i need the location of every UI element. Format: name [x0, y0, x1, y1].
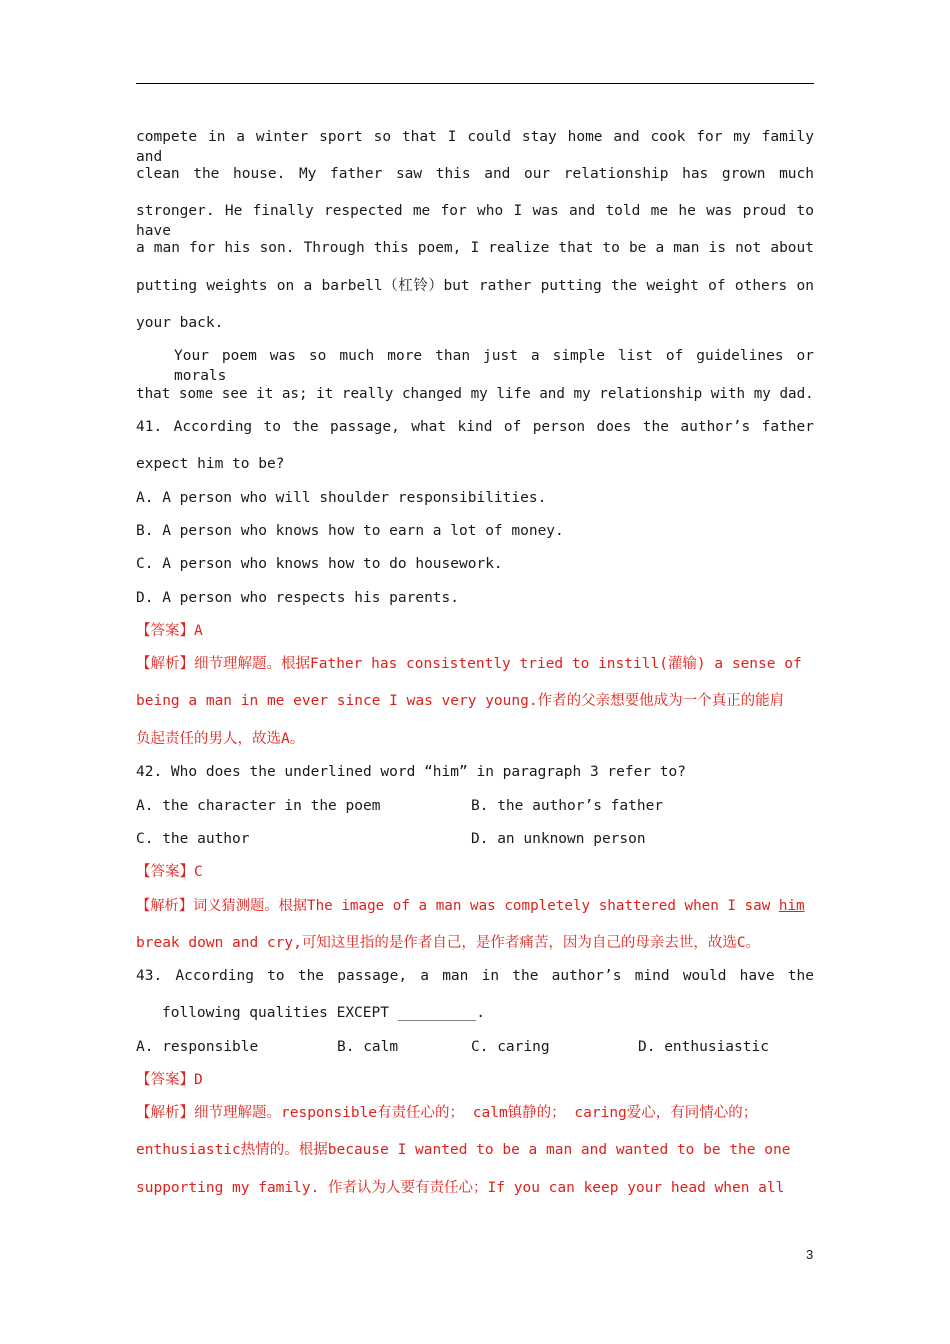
passage-line-6: your back. — [136, 315, 224, 331]
underlined-him: him — [778, 898, 805, 914]
passage-line-3: stronger. He finally respected me for who I was and told me he was proud to have — [136, 203, 814, 239]
answer-tag: 【答案】 — [136, 1072, 194, 1088]
q41-analysis-line-2: being a man in me ever since I was very young.作者的父亲想要他成为一个真正的能肩 — [136, 693, 785, 709]
analysis-text: 词义猜测题。根据The image of a man was completely shattered when I saw — [193, 898, 779, 914]
q42-option-a: A. the character in the poem — [136, 798, 381, 814]
q43-analysis-line-2: enthusiastic热情的。根据because I wanted to be a man and wanted to be the one — [136, 1142, 791, 1158]
q43-analysis-line-3: supporting my family. 作者认为人要有责任心；If you can keep your head when all — [136, 1180, 785, 1196]
q41-option-a: A. A person who will shoulder responsibilities. — [136, 490, 547, 506]
passage-line-8: that some see it as; it really changed my life and my relationship with my dad. — [136, 386, 814, 402]
q41-stem-line-2: expect him to be? — [136, 456, 285, 472]
answer-tag: 【答案】 — [136, 864, 194, 880]
q43-option-a: A. responsible — [136, 1039, 259, 1055]
answer-letter: D — [194, 1072, 203, 1088]
q41-answer — [136, 621, 814, 641]
passage-line-2: clean the house. My father saw this and our relationship has grown much — [136, 166, 814, 182]
passage-line-1: compete in a winter sport so that I could stay home and cook for my family and — [136, 129, 814, 165]
answer-letter: A — [194, 623, 203, 639]
q41-analysis-line-3: 负起责任的男人，故选A。 — [136, 731, 305, 747]
q43-stem-line-1: 43. According to the passage, a man in the author’s mind would have the — [136, 968, 814, 984]
q43-stem-line-2: following qualities EXCEPT _________. — [162, 1005, 486, 1021]
q42-analysis-line-1 — [136, 896, 814, 916]
passage-line-4: a man for his son. Through this poem, I realize that to be a man is not about — [136, 240, 814, 256]
analysis-text: 细节理解题。responsible有责任心的； calm镇静的； caring爱心，有同情心的； — [194, 1105, 758, 1121]
q42-analysis-line-2: break down and cry,可知这里指的是作者自己，是作者痛苦，因为自己的母亲去世，故选C。 — [136, 935, 761, 951]
page-number: 3 — [806, 1247, 814, 1262]
q43-option-b: B. calm — [337, 1039, 399, 1055]
q42-stem: 42. Who does the underlined word “him” in paragraph 3 refer to? — [136, 764, 686, 780]
q42-option-c: C. the author — [136, 831, 250, 847]
q43-analysis-line-1 — [136, 1103, 814, 1123]
q41-analysis-line-1 — [136, 654, 814, 674]
q43-option-d: D. enthusiastic — [638, 1039, 769, 1055]
header-rule — [136, 83, 814, 84]
answer-tag: 【答案】 — [136, 623, 194, 639]
q42-option-b: B. the author’s father — [471, 798, 664, 814]
q42-answer — [136, 862, 814, 882]
q41-option-c: C. A person who knows how to do housework. — [136, 556, 503, 572]
q41-stem-line-1: 41. According to the passage, what kind of person does the author’s father — [136, 419, 814, 435]
q42-option-d: D. an unknown person — [471, 831, 646, 847]
analysis-tag: 【解析】 — [136, 898, 194, 914]
analysis-tag: 【解析】 — [136, 656, 194, 672]
passage-line-7: Your poem was so much more than just a simple list of guidelines or morals — [174, 348, 814, 384]
q43-option-c: C. caring — [471, 1039, 550, 1055]
analysis-tag: 【解析】 — [136, 1105, 194, 1121]
analysis-text: 细节理解题。根据Father has consistently tried to instill(灌输) a sense of — [194, 656, 802, 672]
passage-line-5: putting weights on a barbell（杠铃）but rather putting the weight of others on — [136, 278, 814, 294]
q41-option-d: D. A person who respects his parents. — [136, 590, 460, 606]
answer-letter: C — [194, 864, 203, 880]
q43-answer — [136, 1070, 814, 1090]
q41-option-b: B. A person who knows how to earn a lot of money. — [136, 523, 564, 539]
